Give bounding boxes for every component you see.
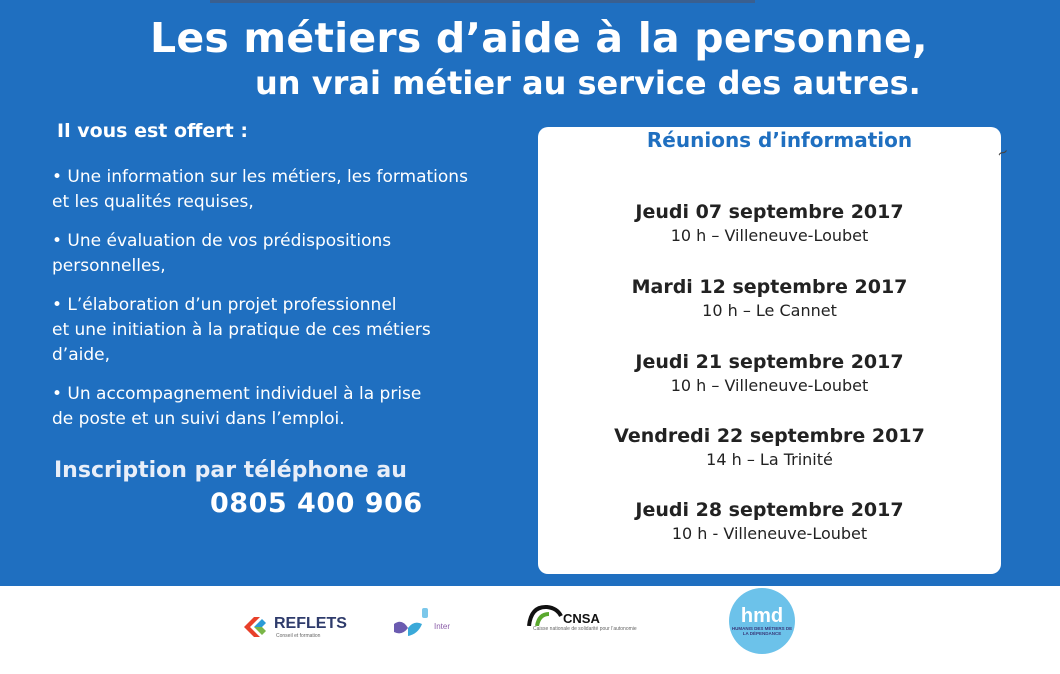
pen-mark-icon: ~: [994, 143, 1012, 163]
meeting-place: 10 h – Villeneuve-Loubet: [670, 226, 869, 245]
cnsa-logo: [527, 604, 637, 632]
meeting-date: Mardi 12 septembre 2017: [631, 276, 908, 298]
reflets-mark-icon: [240, 614, 270, 640]
meeting-item: [538, 199, 1001, 247]
headline-line-1: Les métiers d’aide à la personne,: [150, 14, 928, 62]
meetings-card: [538, 127, 1012, 574]
reflets-subtitle: Conseil et formation: [276, 633, 321, 639]
inter-logo: [392, 606, 450, 646]
meeting-date: Jeudi 21 septembre 2017: [635, 351, 904, 373]
hmd-badge: [729, 588, 795, 654]
cnsa-subtitle: Caisse nationale de solidarité pour l’autonomie: [533, 626, 637, 632]
meeting-item: [538, 274, 1001, 322]
meetings-title: Réunions d’information: [646, 128, 913, 152]
meeting-date: Jeudi 28 septembre 2017: [635, 499, 904, 521]
reflets-logo: [240, 614, 347, 640]
headline-line-2: un vrai métier au service des autres.: [255, 64, 921, 102]
meeting-place: 14 h – La Trinité: [706, 450, 833, 469]
hmd-logo: [729, 588, 795, 654]
inter-name: Inter: [434, 621, 451, 631]
inscription-text: Inscription par téléphone au: [54, 458, 407, 483]
meeting-place: 10 h - Villeneuve-Loubet: [671, 524, 868, 543]
offer-item: • Un accompagnement individuel à la prise de poste et un suivi dans l’emploi.: [52, 384, 422, 429]
phone-number[interactable]: 0805 400 906: [210, 488, 423, 519]
offer-list: [52, 165, 532, 446]
meeting-item: [538, 497, 1001, 545]
meeting-date: Jeudi 07 septembre 2017: [635, 201, 904, 223]
meeting-date: Vendredi 22 septembre 2017: [614, 425, 925, 447]
top-divider: [210, 0, 755, 3]
cnsa-name: CNSA: [563, 611, 600, 626]
inter-mark-icon: [392, 606, 432, 646]
meeting-item: [538, 423, 1001, 471]
hmd-mark: hmd: [740, 605, 784, 627]
reflets-name: REFLETS: [274, 615, 347, 632]
offer-item: • L’élaboration d’un projet professionnel et une initiation à la pratique de ces métiers d’aide,: [52, 295, 431, 365]
offer-heading: Il vous est offert :: [57, 120, 248, 142]
meeting-place: 10 h – Le Cannet: [702, 301, 837, 320]
meeting-place: 10 h – Villeneuve-Loubet: [670, 376, 869, 395]
cnsa-arc-icon: [527, 604, 563, 626]
meeting-item: [538, 349, 1001, 397]
offer-item: • Une information sur les métiers, les formations et les qualités requises,: [52, 167, 468, 212]
offer-item: • Une évaluation de vos prédispositions personnelles,: [52, 231, 392, 276]
hmd-subtitle: HUMANIS DES MÉTIERS DE LA DÉPENDANCE: [731, 626, 793, 636]
